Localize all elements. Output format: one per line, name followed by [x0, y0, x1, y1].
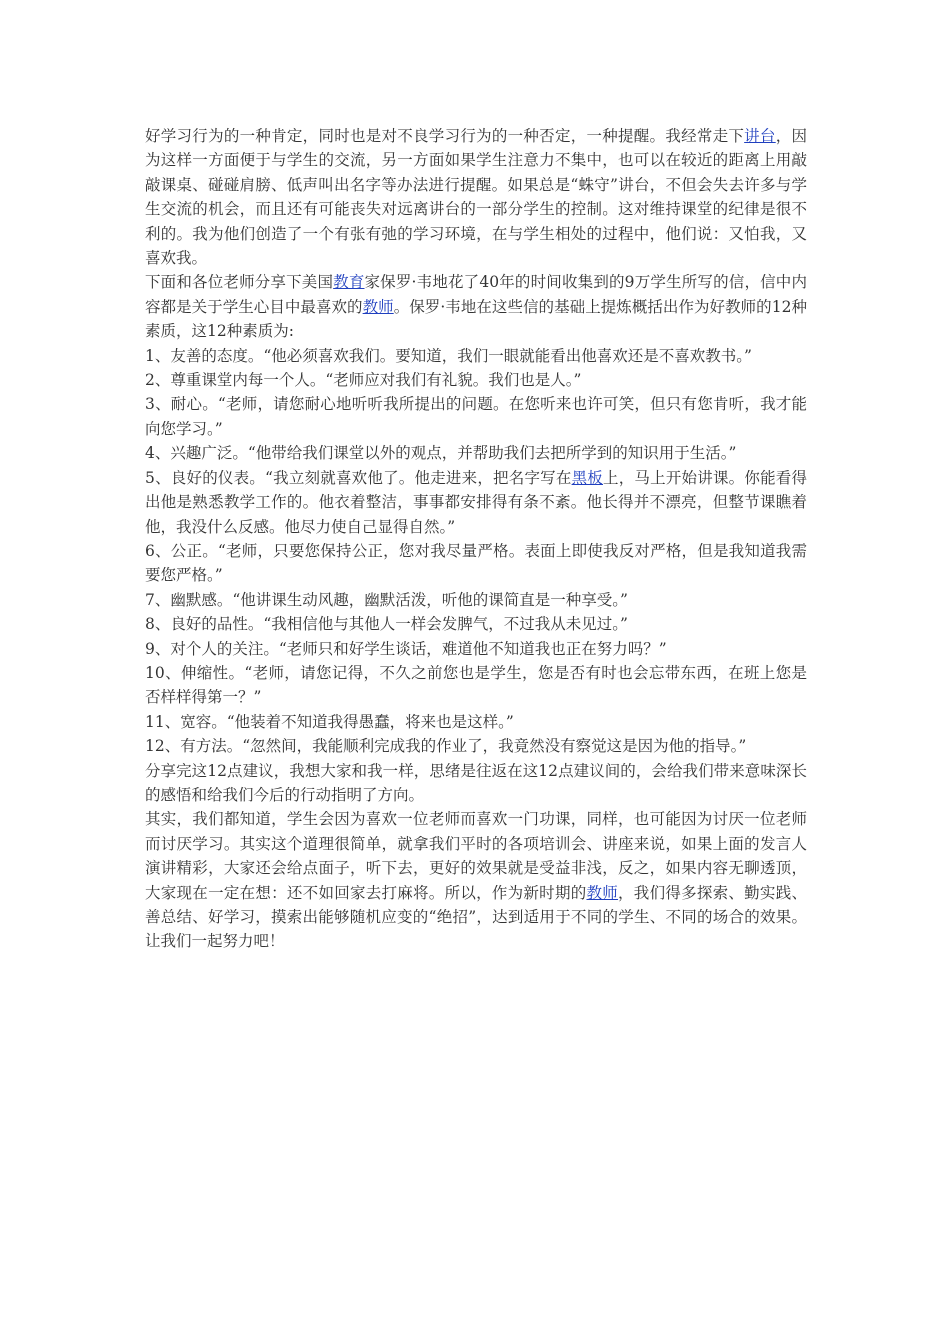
list-item-6: 6、公正。“老师，只要您保持公正，您对我尽量严格。表面上即使我反对严格，但是我知道我需要您严格。” [145, 541, 807, 585]
link-blackboard[interactable]: 黑板 [571, 468, 603, 487]
list-item-10: 10、伸缩性。“老师，请您记得，不久之前您也是学生，您是否有时也会忘带东西，在班上您是否样样得第一？” [145, 663, 807, 707]
list-item-2: 2、尊重课堂内每一个人。“老师应对我们有礼貌。我们也是人。” [145, 371, 582, 390]
document-body [145, 124, 807, 954]
paragraph-sharing-text-before: 下面和各位老师分享下美国 [145, 273, 334, 292]
paragraph-sharing-text-middle: 家保罗·韦地花了40年的时间收集到的9万学生所写的信，信中内容都是关于学生心目中最喜欢的 [145, 273, 807, 316]
link-teacher[interactable]: 教师 [362, 297, 394, 316]
paragraph-conclusion-text-after: ，我们得多探索、勤实践、善总结、好学习，摸索出能够随机应变的“绝招”，达到适用于不同的学生、不同的场合的效果。让我们一起努力吧！ [145, 883, 807, 951]
list-item-4: 4、兴趣广泛。“他带给我们课堂以外的观点，并帮助我们去把所学到的知识用于生活。” [145, 444, 737, 463]
list-item-8: 8、良好的品性。“我相信他与其他人一样会发脾气，不过我从未见过。” [145, 615, 628, 634]
list-item-9: 9、对个人的关注。“老师只和好学生谈话，难道他不知道我也正在努力吗？” [145, 639, 667, 658]
list-item-1: 1、友善的态度。“他必须喜欢我们。要知道，我们一眼就能看出他喜欢还是不喜欢教书。” [145, 346, 752, 365]
link-lectern[interactable]: 讲台 [744, 127, 776, 145]
list-item-12: 12、有方法。“忽然间，我能顺利完成我的作业了，我竟然没有察觉这是因为他的指导。” [145, 737, 747, 756]
paragraph-intro-text-after: ，因为这样一方面便于与学生的交流，另一方面如果学生注意力不集中，也可以在较近的距离上用敲敲课桌、碰碰肩膀、低声叫出名字等办法进行提醒。如果总是“蛛守”讲台，不但会失去许多与学生交流的机会，而且还有可能丧失对远离讲台的一部分学生的控制。这对维持课堂的纪律是很不利的。我为他们创造了一个有张有弛的学习环境，在与学生相处的过程中，他们说：又怕我，又喜欢我。 [145, 127, 807, 268]
paragraph-sharing-text-after: 。保罗·韦地在这些信的基础上提炼概括出作为好教师的12种素质，这12种素质为: [145, 297, 807, 341]
list-item-11: 11、宽容。“他装着不知道我得愚蠢，将来也是这样。” [145, 712, 514, 731]
link-teacher-2[interactable]: 教师 [586, 883, 619, 902]
link-education[interactable]: 教育 [333, 273, 365, 292]
paragraph-conclusion-text-before: 其实，我们都知道，学生会因为喜欢一位老师而喜欢一门功课，同样，也可能因为讨厌一位老师而讨厌学习。其实这个道理很简单，就拿我们平时的各项培训会、讲座来说，如果上面的发言人演讲精彩，大家还会给点面子，听下去，更好的效果就是受益非浅，反之，如果内容无聊透顶，大家现在一定在想：还不如回家去打麻将。所以，作为新时期的 [145, 810, 807, 902]
paragraph-intro-text-before: 好学习行为的一种肯定，同时也是对不良学习行为的一种否定，一种提醒。我经常走下 [145, 127, 745, 145]
paragraph-intro [145, 124, 807, 270]
list-item-3: 3、耐心。“老师，请您耐心地听听我所提出的问题。在您听来也许可笑，但只有您肯听，我才能向您学习。” [145, 395, 807, 438]
paragraph-reflection: 分享完这12点建议，我想大家和我一样，思绪是往返在这12点建议间的，会给我们带来意味深长的感悟和给我们今后的行动指明了方向。 [145, 761, 807, 804]
list-item-5-text-before: 5、良好的仪表。“我立刻就喜欢他了。他走进来，把名字写在 [145, 468, 572, 487]
list-item-7: 7、幽默感。“他讲课生动风趣，幽默活泼，听他的课简直是一种享受。” [145, 590, 628, 609]
list-item-5-text-after: 上，马上开始讲课。你能看得出他是熟悉教学工作的。他衣着整洁，事事都安排得有条不紊。他长得并不漂亮，但整节课瞧着他，我没什么反感。他尽力使自己显得自然。” [145, 468, 807, 536]
list-item-5 [145, 466, 807, 539]
paragraph-conclusion [145, 807, 807, 953]
paragraph-sharing [145, 270, 807, 343]
